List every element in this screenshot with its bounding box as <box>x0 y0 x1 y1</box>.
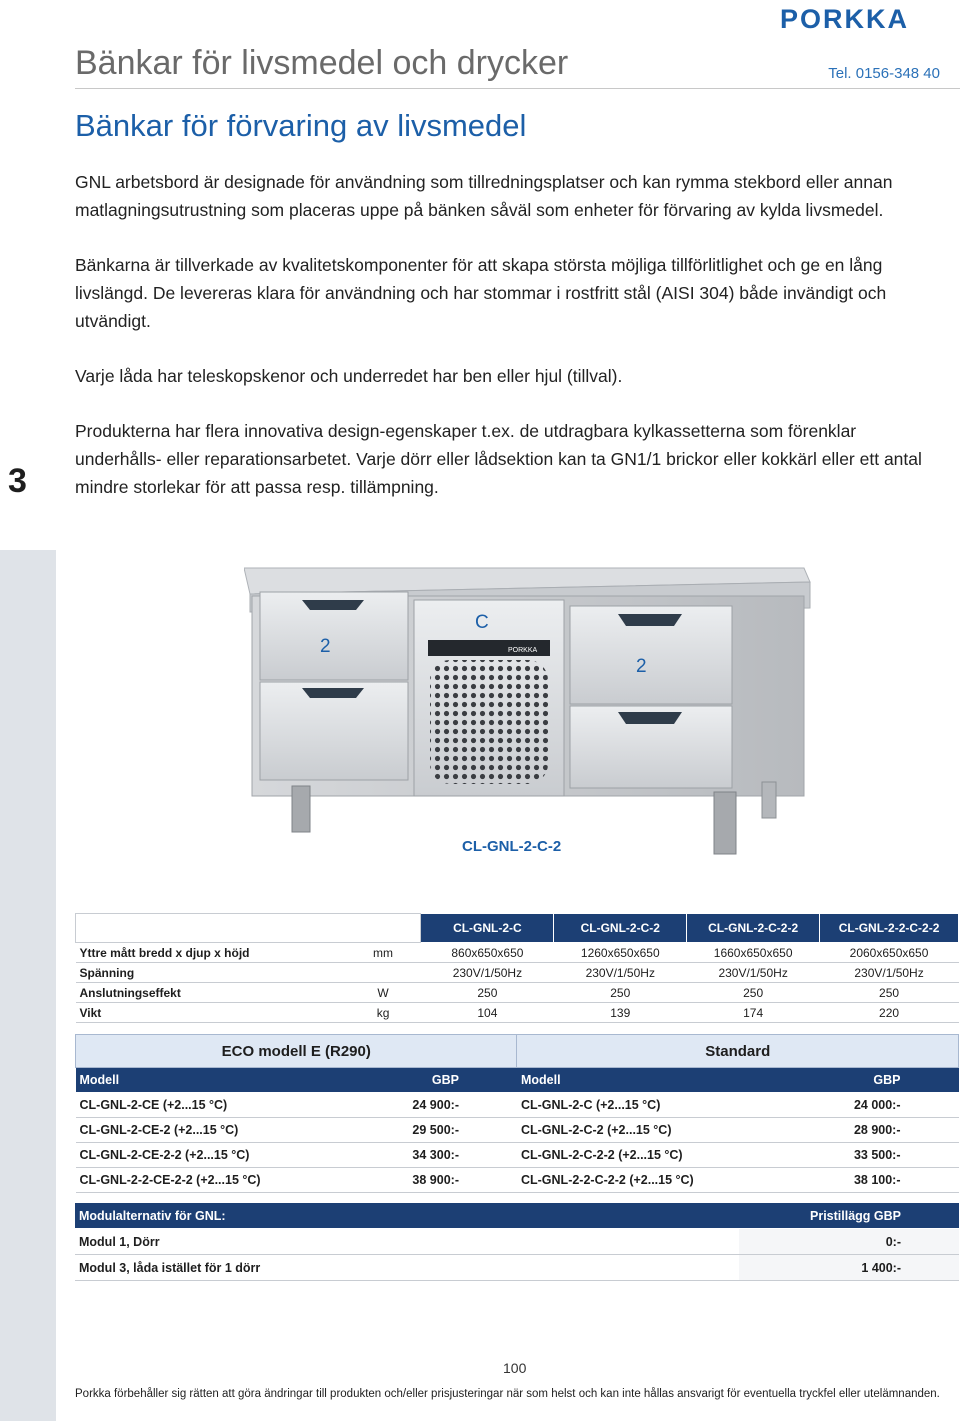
product-illustration <box>244 556 814 861</box>
eco-model: CL-GNL-2-CE-2-2 (+2...15 °C) <box>76 1143 376 1168</box>
spec-label: Yttre mått bredd x djup x höjd <box>76 943 346 963</box>
paragraph-intro: GNL arbetsbord är designade för användning som tillredningsplatser och kan rymma stekbord eller annan matlagningsutrustning som placeras uppe på bänken såväl som enheter för förvaring av kylda livsmedel. <box>75 172 893 220</box>
table-row <box>76 1118 959 1143</box>
std-price: 33 500:- <box>817 1143 959 1168</box>
leg <box>762 782 776 818</box>
document-title: Bänkar för livsmedel och drycker <box>75 44 569 82</box>
table-row <box>76 1168 959 1193</box>
spec-unit: kg <box>345 1003 421 1023</box>
std-price: 28 900:- <box>817 1118 959 1143</box>
spec-value: 139 <box>554 1003 687 1023</box>
standard-section-title: Standard <box>517 1035 959 1068</box>
std-price: 24 000:- <box>817 1093 959 1118</box>
std-price: 38 100:- <box>817 1168 959 1193</box>
table-row <box>76 963 959 983</box>
section-title: Bänkar för förvaring av livsmedel <box>75 108 527 143</box>
telephone-number: Tel. 0156-348 40 <box>828 65 940 82</box>
header-divider <box>75 88 960 89</box>
side-strip <box>0 550 56 1421</box>
door-label-center: C <box>475 612 489 633</box>
module-header-price: Pristillägg GBP <box>739 1203 959 1229</box>
spec-col-header: CL-GNL-2-C <box>421 914 554 943</box>
spec-value: 250 <box>687 983 820 1003</box>
spec-value: 174 <box>687 1003 820 1023</box>
table-row <box>76 983 959 1003</box>
std-model: CL-GNL-2-C (+2...15 °C) <box>517 1093 817 1118</box>
spec-header-blank <box>76 914 421 943</box>
col-model-eco: Modell <box>76 1068 376 1093</box>
spec-value: 230V/1/50Hz <box>687 963 820 983</box>
std-model: CL-GNL-2-C-2 (+2...15 °C) <box>517 1118 817 1143</box>
std-model: CL-GNL-2-C-2-2 (+2...15 °C) <box>517 1143 817 1168</box>
page-number: 100 <box>503 1360 527 1376</box>
table-row <box>76 1143 959 1168</box>
eco-price: 24 900:- <box>375 1093 517 1118</box>
price-header-row <box>76 1068 959 1093</box>
paragraph-design: Produkterna har flera innovativa design-egenskaper t.ex. de utdragbara kylkassetterna som förenklar underhålls- eller reparationsarbetet. Varje dörr eller lådsektion kan ta GN1/1 brickor eller kokkärl eller ett antal mindre storlekar för att passa resp. tillämpning. <box>75 421 922 497</box>
table-row <box>75 1255 959 1281</box>
table-row <box>76 943 959 963</box>
module-header-row <box>75 1203 959 1229</box>
eco-section-title: ECO modell E (R290) <box>76 1035 517 1068</box>
spec-unit: mm <box>345 943 421 963</box>
module-label: Modul 1, Dörr <box>75 1229 739 1255</box>
leg <box>714 792 736 854</box>
spec-value: 220 <box>820 1003 959 1023</box>
spec-label: Spänning <box>76 963 346 983</box>
module-label: Modul 3, låda istället för 1 dörr <box>75 1255 739 1281</box>
col-gbp-std: GBP <box>817 1068 959 1093</box>
col-gbp-eco: GBP <box>375 1068 517 1093</box>
drawer-label-left: 2 <box>320 636 331 657</box>
ventilation-grille <box>430 660 548 784</box>
eco-model: CL-GNL-2-CE (+2...15 °C) <box>76 1093 376 1118</box>
table-row <box>76 1003 959 1023</box>
spec-value: 230V/1/50Hz <box>421 963 554 983</box>
specification-table <box>75 913 959 1023</box>
spec-value: 860x650x650 <box>421 943 554 963</box>
module-options-table <box>75 1203 959 1281</box>
spec-label: Vikt <box>76 1003 346 1023</box>
module-price: 1 400:- <box>739 1255 959 1281</box>
figure-caption: CL-GNL-2-C-2 <box>462 838 562 855</box>
spec-col-header: CL-GNL-2-C-2-2 <box>687 914 820 943</box>
spec-unit <box>345 963 421 983</box>
spec-value: 250 <box>820 983 959 1003</box>
eco-model: CL-GNL-2-2-CE-2-2 (+2...15 °C) <box>76 1168 376 1193</box>
eco-price: 38 900:- <box>375 1168 517 1193</box>
spec-value: 230V/1/50Hz <box>820 963 959 983</box>
paragraph-quality: Bänkarna är tillverkade av kvalitetskomponenter för att skapa största möjliga tillförlitlighet och ge en lång livslängd. De levereras klara för användning och har stommar i rostfritt stål (AISI 304) både invändigt och utvändigt. <box>75 255 887 331</box>
eco-model: CL-GNL-2-CE-2 (+2...15 °C) <box>76 1118 376 1143</box>
paragraph-drawers: Varje låda har teleskopskenor och underredet har ben eller hjul (tillval). <box>75 366 623 386</box>
leg <box>292 786 310 832</box>
table-row <box>75 1229 959 1255</box>
module-price: 0:- <box>739 1229 959 1255</box>
spec-header-row <box>76 914 959 943</box>
price-section-row <box>76 1035 959 1068</box>
chapter-number: 3 <box>8 462 27 500</box>
spec-label: Anslutningseffekt <box>76 983 346 1003</box>
module-header-label: Modulalternativ för GNL: <box>75 1203 739 1229</box>
porkka-logo: PORKKA <box>780 4 910 34</box>
spec-value: 250 <box>554 983 687 1003</box>
spec-col-header: CL-GNL-2-2-C-2-2 <box>820 914 959 943</box>
spec-value: 104 <box>421 1003 554 1023</box>
col-model-std: Modell <box>517 1068 817 1093</box>
spec-value: 1660x650x650 <box>687 943 820 963</box>
spec-value: 2060x650x650 <box>820 943 959 963</box>
eco-price: 34 300:- <box>375 1143 517 1168</box>
spec-unit: W <box>345 983 421 1003</box>
std-model: CL-GNL-2-2-C-2-2 (+2...15 °C) <box>517 1168 817 1193</box>
drawer-label-right: 2 <box>636 656 647 677</box>
spec-value: 250 <box>421 983 554 1003</box>
table-row <box>76 1093 959 1118</box>
footer-disclaimer: Porkka förbehåller sig rätten att göra ändringar till produkten och/eller prisjusteringar när som helst och kan inte hållas ansvarigt för eventuella tryckfel eller utelämnanden. <box>75 1388 940 1400</box>
eco-price: 29 500:- <box>375 1118 517 1143</box>
spec-value: 1260x650x650 <box>554 943 687 963</box>
spec-value: 230V/1/50Hz <box>554 963 687 983</box>
spec-col-header: CL-GNL-2-C-2 <box>554 914 687 943</box>
price-table <box>75 1034 959 1193</box>
unit-brand: PORKKA <box>508 647 538 654</box>
